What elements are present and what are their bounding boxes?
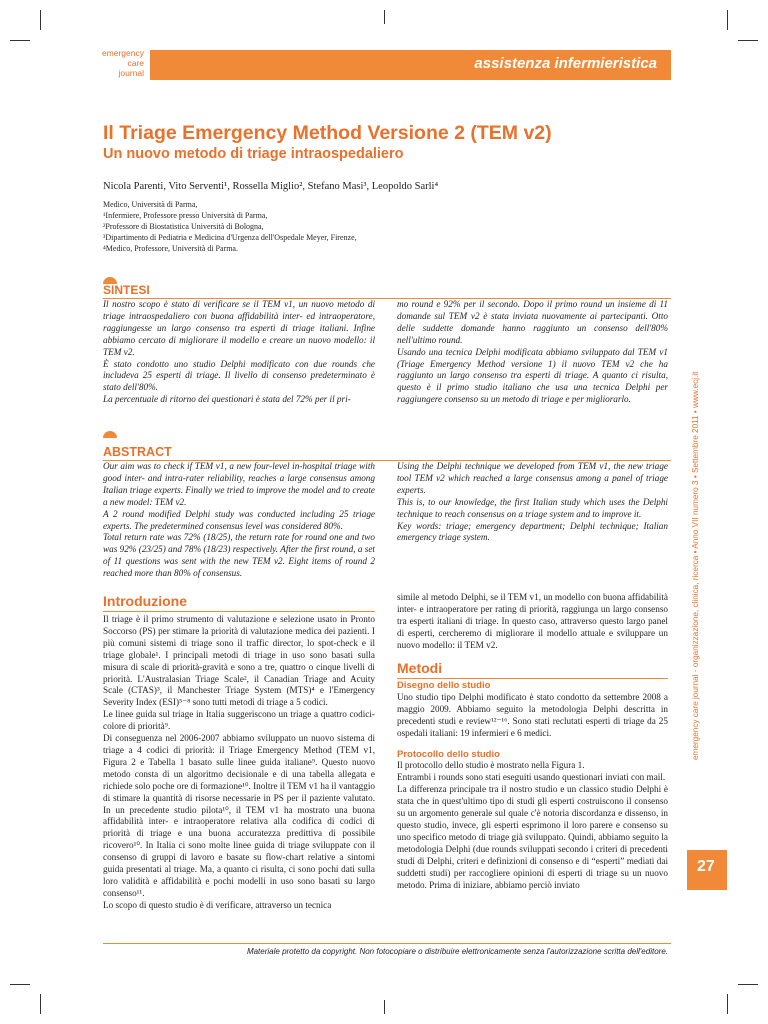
intro-heading: Introduzione (103, 593, 187, 609)
authors: Nicola Parenti, Vito Serventi¹, Rossella Miglio², Stefano Masi³, Leopoldo Sarli⁴ (103, 181, 439, 192)
section-marker (103, 431, 117, 438)
section-rule (103, 611, 375, 612)
crop-mark (40, 994, 41, 1014)
crop-mark (384, 1000, 385, 1014)
section-label: assistenza infermieristica (474, 55, 657, 72)
sintesi-right: mo round e 92% per il secondo. Dopo il primo round un insieme di 11 domande sul TEM v2 è stata inviata nuovamente ai partecipanti. Otto delle suddette domande hanno raggiunto un consenso dell'80% nell'ultimo round. Usando una tecnica Delphi modificata abbiamo sviluppato dal TEM v1 (Triage Emergency Method versione 1) il nuovo TEM v2 che ha raggiunto un largo consenso tra esperti di triage. A quanto ci risulta, questo è il primo studio italiano che usa una tecnica Delphi per raggiungere consenso su un metodo di triage e per migliorarlo. (397, 299, 668, 405)
article-subtitle: Un nuovo metodo di triage intraospedaliero (103, 146, 404, 162)
section-banner (150, 50, 671, 80)
article-title: Il Triage Emergency Method Versione 2 (TEM v2) (103, 122, 552, 144)
intro-continued: simile al metodo Delphi, se il TEM v1, un modello con buona affidabilità inter- e intraoperatore per rating di priorità, raggiunga un largo consenso tra esperti italiani di triage. In questo caso, attraverso questo largo panel di esperti, cercheremo di migliorare il modello attuale e sviluppare un nuovo modello: il TEM v2. (397, 592, 668, 650)
page-number: 27 (697, 858, 715, 875)
crop-mark (40, 10, 41, 30)
crop-mark (738, 40, 758, 41)
protocol-heading: Protocollo dello studio (397, 748, 500, 760)
journal-line: care (127, 58, 144, 68)
affiliation: ⁴Medico, Professore, Università di Parma. (103, 244, 238, 253)
affiliation: ³Dipartimento di Pediatria e Medicina d'Urgenza dell'Ospedale Meyer, Firenze, (103, 233, 357, 242)
crop-mark (727, 994, 728, 1014)
affiliation: ¹Infermiere, Professore presso Università di Parma, (103, 211, 268, 220)
abstract-left: Our aim was to check if TEM v1, a new four-level in-hospital triage with good inter- and intra-rater reliability, reaches a large consensus among Italian triage experts. Finally we tried to improve the model and to create a new model: TEM v2. A 2 round modified Delphi study was conducted including 25 triage experts. The predetermined consensus level was considered 80%. Total return rate was 72% (18/25), the return rate for round one and two was 92% (23/25) and 78% (18/23) respectively. After the first round, a set of 11 questions was sent with the new TEM v2. Eight items of round 2 reached more than 80% of consensus. (103, 461, 375, 579)
crop-mark (738, 984, 758, 985)
crop-mark (727, 10, 728, 30)
abstract-heading: ABSTRACT (103, 445, 172, 459)
journal-line: journal (118, 68, 144, 78)
metodi-body (397, 680, 668, 891)
intro-body: Il triage è il primo strumento di valutazione e selezione usato in Pronto Soccorso (PS) per stimare la priorità di valutazione medica dei pazienti. I più comuni sistemi di triage sono il traffic director, lo spot-check e il triage globale¹. I principali metodi di triage in uso sono basati sulla misura di scale di priorità-gravità e sono a tre, quattro o cinque livelli di priorità. L'Australasian Triage Scale², il Canadian Triage and Acuity Scale (CTAS)³, il Manchester Triage System (MTS)⁴ e l'Emergency Severity Index (ESI)⁵⁻⁸ sono tutti metodi di triage a 5 codici. Le linee guida sul triage in Italia suggeriscono un triage a quattro codici-colore di priorità⁹. Di conseguenza nel 2006-2007 abbiamo sviluppato un nuovo sistema di triage a 4 codici di priorità: il Triage Emergency Method (TEM v1, Figura 2 e Tabella 1 basato sulle linee guida italiane⁹. Questo nuovo metodo consta di un algoritmo decisionale e di una tabella allegata e richiede solo poche ore di formazione¹⁰. Inoltre il TEM v1 ha il vantaggio di stimare la quantità di risorse necessarie in PS per il paziente valutato. In un precedente studio pilota¹⁰, il TEM v1 ha mostrato una buona affidabilità inter- e intraoperatore relativa alla codifica di codici di priorità di triage e una buona accuratezza predittiva di possibile ricovero¹⁰. In Italia ci sono molte linee guida di triage sviluppate con il consenso di gruppi di lavoro e basate su flow-chart relative a sintomi guida presentati al triage. Ma, a quanto ci risulta, ci sono pochi dati sulla loro validità e affidabilità e pochi modelli in uso sono basati su largo consenso¹¹. Lo scopo di questo studio è di verificare, attraverso un tecnica (103, 614, 375, 910)
affiliation: Medico, Università di Parma, (103, 200, 198, 209)
footer-rule (103, 943, 671, 944)
crop-mark (10, 40, 30, 41)
protocol-text: Il protocollo dello studio è mostrato nella Figura 1. Entrambi i rounds sono stati eseguiti usando questionari inviati con mail. La differenza principale tra il nostro studio e un classico studio Delphi è stata che in quest'ultimo tipo di studi gli esperti costruiscono il consenso su un argomento generale sul quale c'è notoria discordanza e dissenso, in questo studio, invece, gli esperti esprimono il loro parere e consenso su uno specifico metodo di triage già sviluppato. Quindi, abbiamo seguito la metodologia Delphi (due rounds sviluppati secondo i criteri di precedenti studi di Delphi, criteri e definizioni di consenso e di “esperti” mediati dai suddetti studi) per raccogliere opinioni di esperti di triage su un nuovo metodo. Prima di iniziare, abbiamo perciò inviato (397, 760, 668, 890)
sidebar-text: emergency care journal - organizzazione, clinica, ricerca • Anno VII numero 3 • Settembre 2011 • www.ecj.it (691, 371, 700, 760)
affiliation: ²Professore di Biostatistica Università di Bologna, (103, 222, 264, 231)
abstract-right: Using the Delphi technique we developed from TEM v1, the new triage tool TEM v2 which reached a large consensus among a panel of triage experts. This is, to our knowledge, the first Italian study which uses the Delphi technique to reach consensus on a triage system and to improve it. Key words: triage; emergency department; Delphi technique; Italian emergency triage system. (397, 461, 668, 543)
metodi-heading: Metodi (397, 660, 443, 676)
section-rule (397, 678, 668, 679)
sidebar (691, 371, 711, 780)
design-heading: Disegno dello studio (397, 680, 491, 691)
journal-line: emergency (101, 48, 144, 58)
crop-mark (384, 10, 385, 24)
sintesi-heading: SINTESI (103, 283, 150, 297)
sintesi-left: Il nostro scopo è stato di verificare se il TEM v1, un nuovo metodo di triage intraospedaliero con buona affidabilità inter- ed intraoperatore, raggiungesse un largo consenso tra esperti di triage italiani. Infine abbiamo cercato di migliorare il modello e creare un nuovo modello: il TEM v2. È stato condotto uno studio Delphi modificato con due rounds che includeva 25 esperti di triage. Il livello di consenso predeterminato è stato dell'80%. La percentuale di ritorno dei questionari è stata del 72% per il pri- (103, 299, 375, 405)
affiliations (103, 199, 357, 254)
crop-mark (10, 984, 30, 985)
copyright-notice: Materiale protetto da copyright. Non fotocopiare o distribuire elettronicamente senza l'autorizzazione scritta dell'editore. (246, 947, 668, 956)
design-text: Uno studio tipo Delphi modificato è stato condotto da settembre 2008 a maggio 2009. Abbiamo seguito la metodologia Delphi descritta in precedenti studi e review¹²⁻¹⁶. Sono stati reclutati esperti di triage da 25 ospedali italiani: 19 infermieri e 6 medici. (397, 691, 668, 738)
journal-logo (40, 48, 144, 78)
